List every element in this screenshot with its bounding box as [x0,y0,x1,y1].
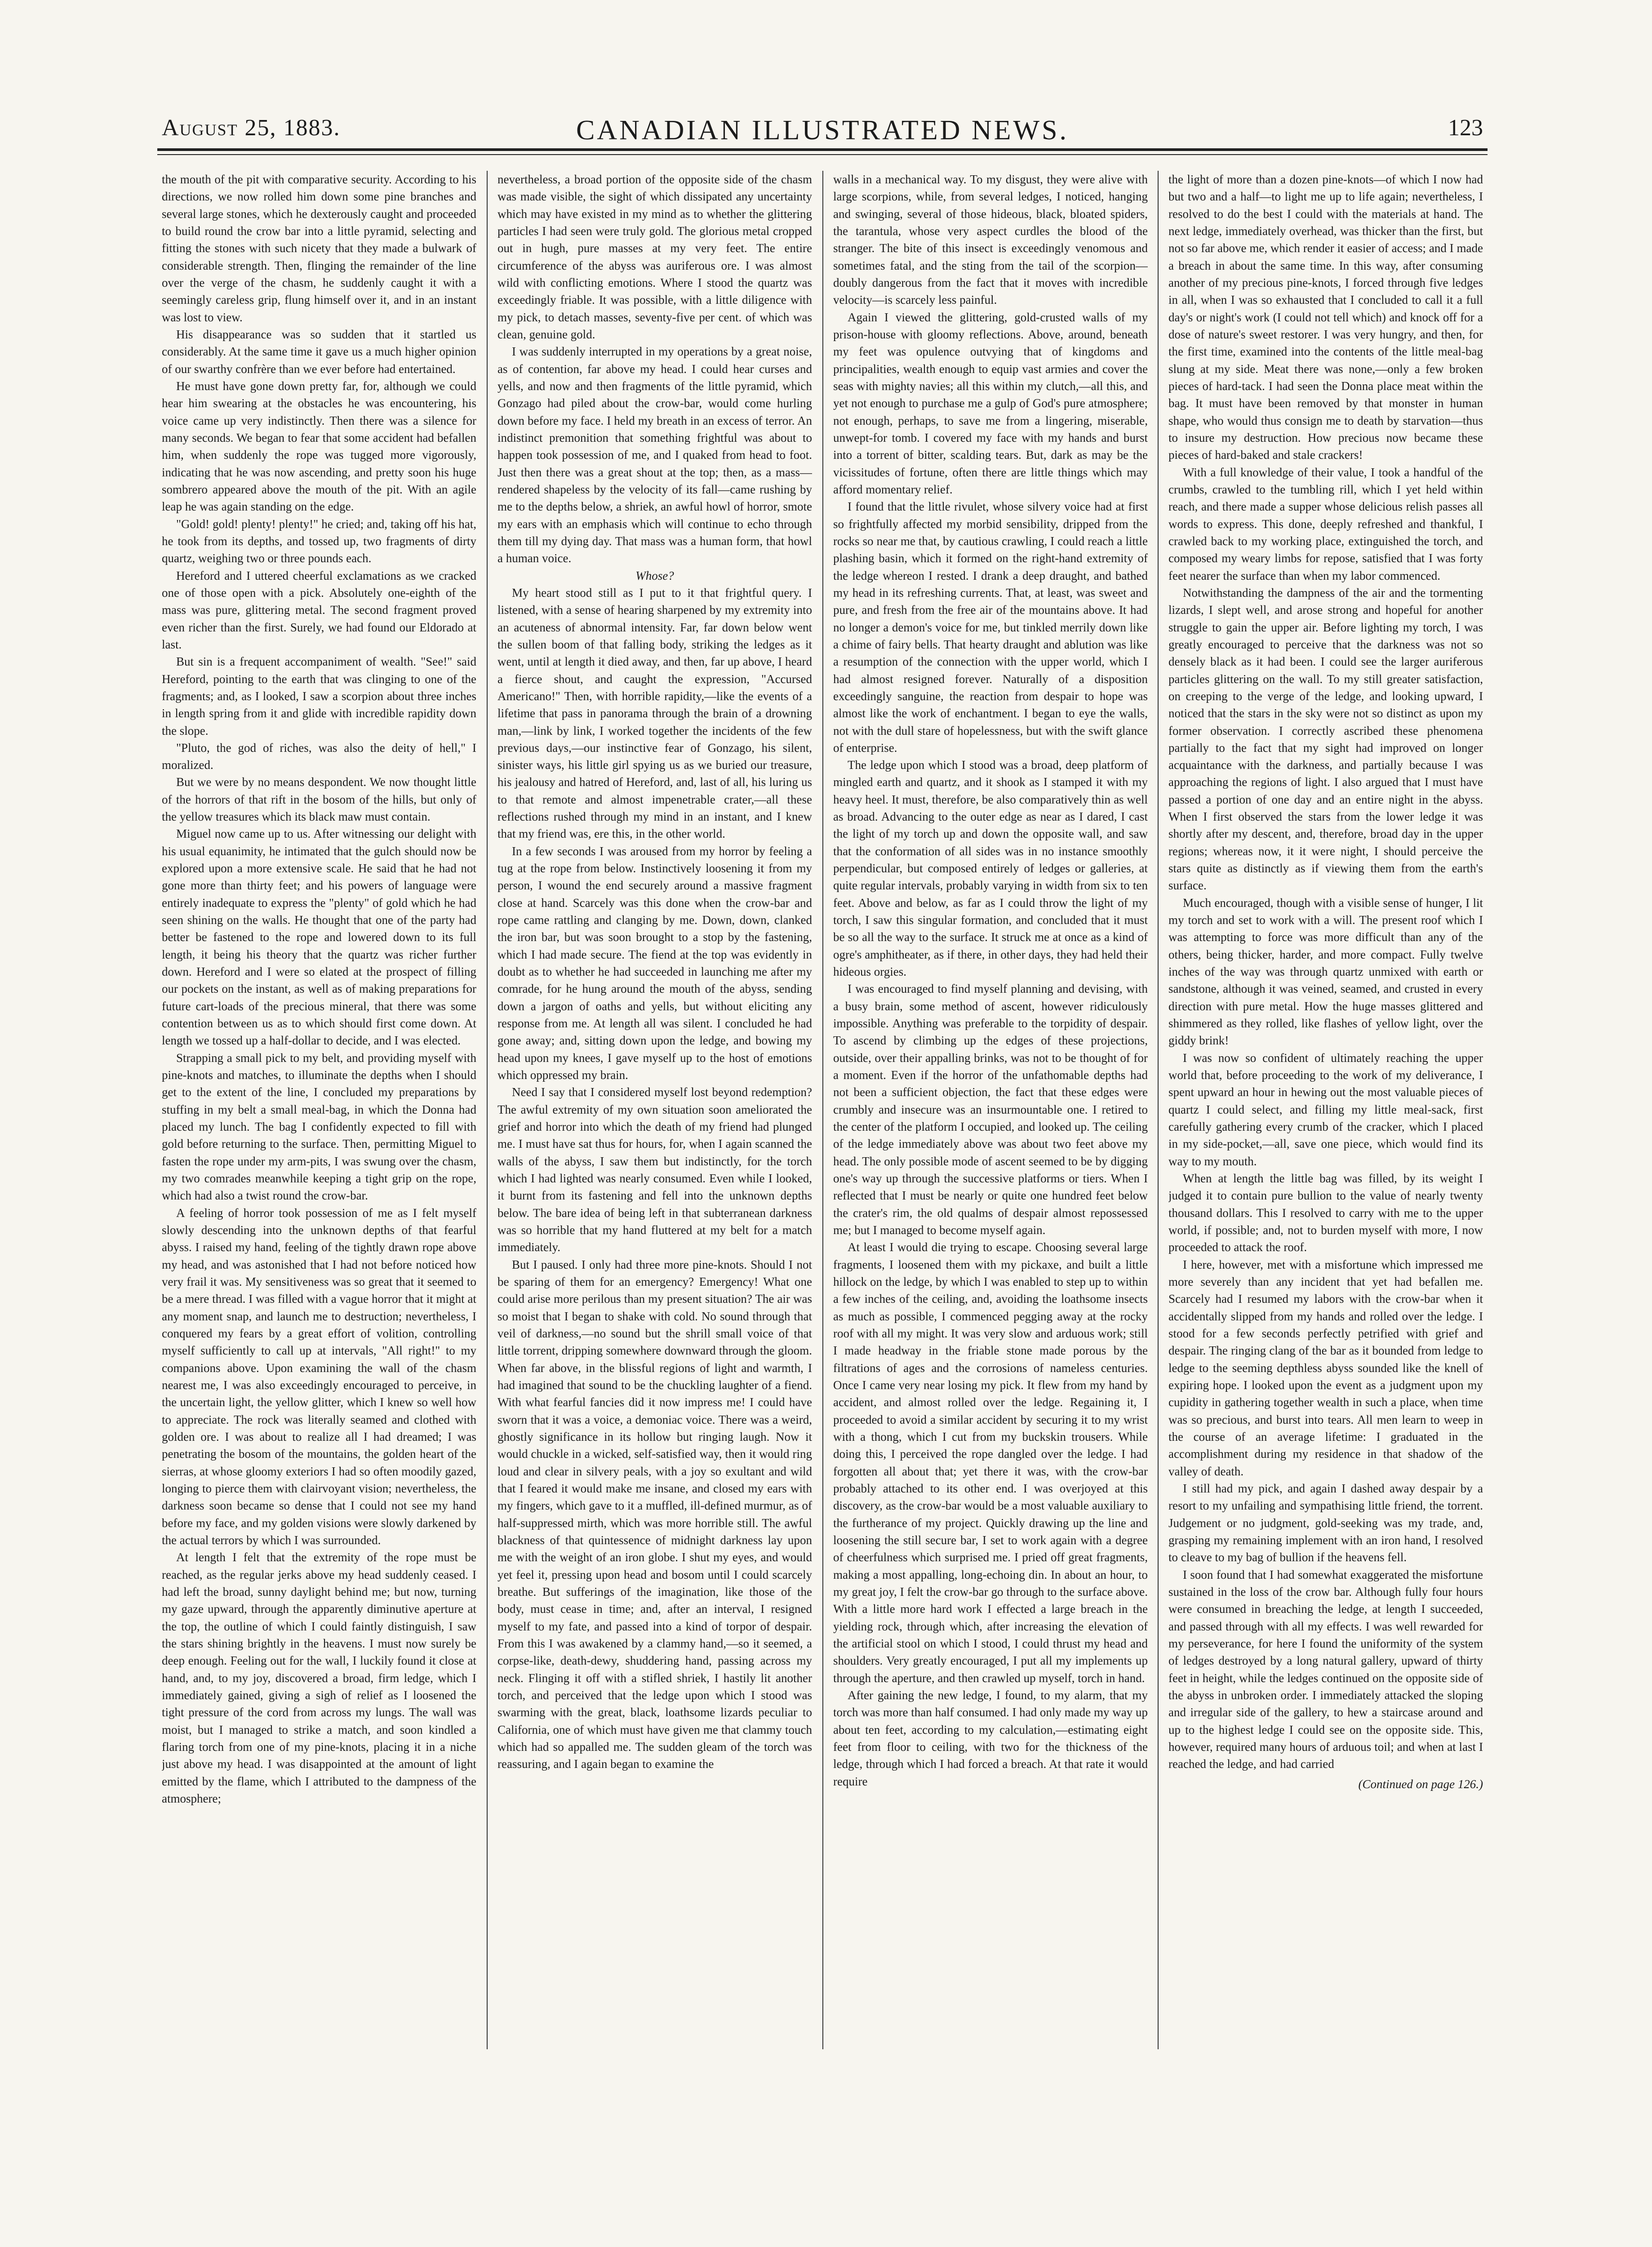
article-paragraph: His disappearance was so sudden that it startled us considerably. At the same time it gave us a much higher opinion of our swarthy confrère than we ever before had entertained. [162,327,476,376]
article-paragraph: In a few seconds I was aroused from my horror by feeling a tug at the rope from below. Instinctively loosening it from my person, I wound the end securely around a massive fragment close at hand. Scarcely was this done when the crow-bar and rope came rattling and clanging by me. Down, down, clanked the iron bar, but was soon brought to a stop by the fastening, which I had made secure. The fiend at the top was evidently in doubt as to whether he had succeeded in launching me after my comrade, for he hung around the mouth of the abyss, sending down a jargon of oaths and yells, but without eliciting any response from me. At length all was silent. I concluded he had gone away; and, sitting down upon the ledge, and bowing my head upon my knees, I gave myself up to the host of emotions which oppressed my brain. [497,844,812,1082]
article-paragraph: The ledge upon which I stood was a broad, deep platform of mingled earth and quartz, and it shook as I stamped it with my heavy heel. It must, therefore, be also comparatively thin as well as broad. Advancing to the outer edge as near as I dared, I cast the light of my torch up and down the opposite wall, and saw that the conformation of all sides was in no instance smoothly perpendicular, but composed entirely of ledges or galleries, at quite regular intervals, probably varying in width from six to ten feet. Above and below, as far as I could throw the light of my torch, I saw this singular formation, and concluded that it must be so all the way to the surface. It struck me at once as a kind of ogre's amphitheater, as if there, in other days, they had held their hideous orgies. [833,758,1148,979]
header-rule-thin [157,154,1488,155]
header-rule-thick [157,148,1488,151]
column-4 [1168,171,1483,2049]
article-paragraph: the mouth of the pit with comparative security. According to his directions, we now rolled him down some pine branches and several large stones, which he dexterously caught and proceeded to build round the crow bar into a little pyramid, selecting and fitting the stones with such nicety that they made a bulwark of considerable strength. Then, flinging the remainder of the line over the verge of the chasm, he suddenly caught it with a seemingly careless grip, flung himself over it, and in an instant was lost to view. [162,173,476,324]
article-paragraph: But we were by no means despondent. We now thought little of the horrors of that rift in the bosom of the hills, but only of the yellow treasures which its black maw must contain. [162,775,476,824]
article-paragraph: At least I would die trying to escape. Choosing several large fragments, I loosened them with my pickaxe, and built a little hillock on the ledge, by which I was enabled to step up to within a few inches of the ceiling, and, avoiding the loathsome insects as much as possible, I commenced pegging away at the rocky roof with all my might. It was very slow and arduous work; still I made headway in the friable stone made porous by the filtrations of ages and the corrosions of nameless centuries. Once I came very near losing my pick. It flew from my hand by accident, and almost rolled over the ledge. Regaining it, I proceeded to avoid a similar accident by securing it to my wrist with a thong, which I cut from my buckskin trousers. While doing this, I perceived the rope dangled over the ledge. I had forgotten all about that; yet there it was, with the crow-bar probably attached to its other end. I was overjoyed at this discovery, as the crow-bar would be a most valuable auxiliary to the furtherance of my project. Quickly drawing up the line and loosening the still secure bar, I set to work again with a degree of cheerfulness which surprised me. I pried off great fragments, making a most appalling, long-echoing din. In about an hour, to my great joy, I felt the crow-bar go through to the surface above. With a little more hard work I effected a large breach in the yielding rock, through which, after increasing the elevation of the artificial stool on which I stood, I could thrust my head and shoulders. Very greatly encouraged, I put all my implements up through the aperture, and then crawled up myself, torch in hand. [833,1240,1148,1685]
article-paragraph: Again I viewed the glittering, gold-crusted walls of my prison-house with gloomy reflections. Above, around, beneath my feet was opulence outvying that of kingdoms and principalities, wealth enough to equip vast armies and cover the seas with mighty navies; all this within my clutch,—all this, and yet not enough to purchase me a gulp of God's pure atmosphere; not enough, perhaps, to save me from a lingering, miserable, unwept-for tomb. I covered my face with my hands and burst into a torrent of bitter, scalding tears. But, dark as may be the vicissitudes of fortune, often there are little things which may afford momentary relief. [833,310,1148,496]
article-paragraph: A feeling of horror took possession of me as I felt myself slowly descending into the unknown depths of that fearful abyss. I raised my hand, feeling of the tightly drawn rope above my head, and was astonished that I had not before noticed how very frail it was. My sensitiveness was so great that it seemed to be a mere thread. I was filled with a vague horror that it might at any moment snap, and launch me to destruction; nevertheless, I conquered my fears by a great effort of volition, controlling myself sufficiently to call up at intervals, "All right!" to my companions above. Upon examining the wall of the chasm nearest me, I was also exceedingly encouraged to perceive, in the uncertain light, the yellow glitter, which I knew so well how to appreciate. The rock was literally seamed and clothed with golden ore. I was about to realize all I had dreamed; I was penetrating the bosom of the mountains, the golden heart of the sierras, at whose gloomy exteriors I had so often moodily gazed, longing to pierce them with clairvoyant vision; nevertheless, the darkness soon became so dense that I could not see my hand before my face, and my golden visions were slowly darkened by the actual terrors by which I was surrounded. [162,1206,476,1547]
column-divider [1158,171,1159,2049]
column-2 [497,171,812,2049]
article-paragraph: My heart stood still as I put to it that frightful query. I listened, with a sense of hearing sharpened by my extremity into an acuteness of abnormal intensity. Far, far down below went the sullen boom of that falling body, striking the ledges as it went, until at length it died away, and then, far up above, I heard a fierce shout, and caught the expression, "Accursed Americano!" Then, with horrible rapidity,—like the events of a lifetime that pass in panorama through the brain of a drowning man,—link by link, I worked together the incidents of the few previous days,—our instinctive fear of Gonzago, his silent, sinister ways, his little girl spying us as we buried our treasure, his jealousy and hatred of Hereford, and, last of all, his luring us to that remote and almost impenetrable crater,—all these reflections rushed through my mind in an instant, and I knew that my friend was, ere this, in the other world. [497,586,812,841]
article-paragraph: He must have gone down pretty far, for, although we could hear him swearing at the obstacles he was encountering, his voice came up very indistinctly. Then there was a silence for many seconds. We began to fear that some accident had befallen him, when suddenly the rope was tugged more vigorously, indicating that he was now ascending, and pretty soon his huge sombrero appeared above the mouth of the pit. With an agile leap he was again standing on the edge. [162,379,476,514]
page-header [162,115,1483,146]
article-paragraph: Strapping a small pick to my belt, and providing myself with pine-knots and matches, to illuminate the depths when I should get to the extent of the line, I concluded my preparations by stuffing in my belt a small meal-bag, in which the Donna had placed my lunch. The bag I confidently expected to fill with gold before returning to the surface. Then, permitting Miguel to fasten the rope under my arm-pits, I was swung over the chasm, my two comrades meanwhile keeping a tight grip on the rope, which had also a twist round the crow-bar. [162,1051,476,1203]
column-divider [822,171,823,2049]
article-paragraph: But I paused. I only had three more pine-knots. Should I not be sparing of them for an emergency? Emergency! What one could arise more perilous than my present situation? The air was so moist that I began to shake with cold. No sound through that veil of darkness,—no sound but the shrill small voice of that little torrent, dripping somewhere downward through the gloom. When far above, in the blissful regions of light and warmth, I had imagined that sound to be the chuckling laughter of a fiend. With what fearful fancies did it now impress me! I could have sworn that it was a voice, a demoniac voice. There was a weird, ghostly significance in its hollow but ringing laugh. Now it would chuckle in a wicked, self-satisfied way, then it would ring loud and clear in silvery peals, with a joy so exultant and wild that I feared it would make me insane, and closed my ears with my fingers, which gave to it a muffled, ill-defined murmur, as of half-suppressed mirth, which was more horrible still. The awful blackness of that quintessence of midnight darkness lay upon me with the weight of an iron globe. I shut my eyes, and would yet feel it, pressing upon head and bosom until I could scarcely breathe. But sufferings of the imagination, like those of the body, must cease in time; and, after an interval, I resigned myself to my fate, and passed into a kind of torpor of despair. From this I was awakened by a clammy hand,—so it seemed, a corpse-like, death-dewy, shuddering hand, passing across my neck. Flinging it off with a stifled shriek, I hastily lit another torch, and perceived that the ledge upon which I stood was swarming with the great, black, loathsome lizards peculiar to California, one of which must have given me that clammy touch which had so appalled me. The sudden gleam of the torch was reassuring, and I again began to examine the [497,1257,812,1771]
article-paragraph: Much encouraged, though with a visible sense of hunger, I lit my torch and set to work with a will. The present roof which I was attempting to force was more difficult than any of the others, being thicker, harder, and more compact. Fully twelve inches of the way was through quartz unmixed with earth or sandstone, although it was veined, seamed, and crusted in every direction with pure metal. How the huge masses glittered and shimmered as they rolled, like flashes of yellow light, over the giddy brink! [1168,896,1483,1048]
article-paragraph: I here, however, met with a misfortune which impressed me more severely than any incident that yet had befallen me. Scarcely had I resumed my labors with the crow-bar when it accidentally slipped from my hands and rolled over the ledge. I stood for a few seconds perfectly petrified with grief and despair. The ringing clang of the bar as it bounded from ledge to ledge to the seeming depthless abyss sounded like the knell of expiring hope. I looked upon the event as a judgment upon my cupidity in gathering together wealth in such a place, when time was so precious, and burst into tears. All men learn to weep in the course of an average lifetime: I graduated in the accomplishment during my residence in that shadow of the valley of death. [1168,1257,1483,1478]
article-paragraph: "Pluto, the god of riches, was also the deity of hell," I moralized. [162,741,476,772]
article-paragraph: walls in a mechanical way. To my disgust, they were alive with large scorpions, while, from several ledges, I noticed, hanging and swinging, several of those hideous, black, bloated spiders, the tarantula, whose very aspect curdles the blood of the stranger. The bite of this insect is exceedingly venomous and sometimes fatal, and the sting from the tail of the scorpion—doubly dangerous from the fact that it moves with incredible velocity—is scarcely less painful. [833,173,1148,307]
continued-note: (Continued on page 126.) [1358,1777,1483,1791]
article-paragraph: But sin is a frequent accompaniment of wealth. "See!" said Hereford, pointing to the earth that was clinging to one of the fragments; and, as I looked, I saw a scorpion about three inches in length spring from it and glide with incredible rapidity down the slope. [162,655,476,737]
column-1 [162,171,476,2049]
article-paragraph: After gaining the new ledge, I found, to my alarm, that my torch was more than half consumed. I had only made my way up about ten feet, according to my calculation,—estimating eight feet from floor to ceiling, with two for the thickness of the ledge, through which I had forced a breach. At that rate it would require [833,1688,1148,1788]
article-paragraph: I was now so confident of ultimately reaching the upper world that, before proceeding to the work of my deliverance, I spent upward an hour in hewing out the most valuable pieces of quartz I could select, and filling my little meal-sack, first carefully gathering every crumb of the cracker, which I placed in my side-pocket,—all, save one piece, which would find its way to my mouth. [1168,1051,1483,1168]
column-divider [487,171,488,2049]
article-paragraph: "Gold! gold! plenty! plenty!" he cried; and, taking off his hat, he took from its depths, and tossed up, two fragments of dirty quartz, weighing two or three pounds each. [162,517,476,565]
article-paragraph: Miguel now came up to us. After witnessing our delight with his usual equanimity, he intimated that the gulch should now be explored upon a more extensive scale. He said that he had not gone more than thirty feet; and his powers of language were entirely inadequate to express the "plenty" of gold which he had seen shining on the walls. He thought that one of the party had better be fastened to the rope and lowered down to its full length, it being his theory that the quartz was richer further down. Hereford and I were so elated at the prospect of filling our pockets on the instant, as well as of making preparations for future cart-loads of the precious mineral, that there was some contention between us as to which should first come down. At length we tossed up a half-dollar to decide, and I was elected. [162,827,476,1048]
masthead-title: CANADIAN ILLUSTRATED NEWS. [576,115,1069,146]
article-columns [162,171,1483,2049]
issue-date: August 25, 1883. [162,115,341,141]
article-paragraph: Whose? [635,568,674,582]
article-paragraph: the light of more than a dozen pine-knots—of which I now had but two and a half—to light me up to life again; nevertheless, I resolved to do the best I could with the materials at hand. The next ledge, immediately overhead, was thicker than the first, but not so far above me, which render it easier of access; and I made a breach in about the same time. In this way, after consuming another of my precious pine-knots, I forced through five ledges in all, when I was so exhausted that I concluded to call it a full day's or night's work (I could not tell which) and knock off for a dose of nature's sweet restorer. I was very hungry, and then, for the first time, examined into the contents of the little meal-bag slung at my side. Meat there was none,—only a few broken pieces of hard-tack. I had seen the Donna place meat within the bag. It must have been removed by that monster in human shape, who would thus consign me to death by starvation—thus to insure my destruction. How precious now became these pieces of hard-baked and stale crackers! [1168,173,1483,462]
page-number: 123 [1448,115,1483,141]
column-3 [833,171,1148,2049]
article-paragraph: With a full knowledge of their value, I took a handful of the crumbs, crawled to the tumbling rill, which I yet held within reach, and there made a supper whose delicious relish passes all words to express. This done, deeply refreshed and thankful, I crawled back to my working place, extinguished the torch, and composed my weary limbs for repose, satisfied that I was forty feet nearer the surface than when my labor commenced. [1168,465,1483,582]
article-paragraph: Need I say that I considered myself lost beyond redemption? The awful extremity of my own situation soon ameliorated the grief and horror into which the death of my friend had plunged me. I must have sat thus for hours, for, when I again scanned the walls of the abyss, I saw them but indistinctly, for the torch which I had lighted was nearly consumed. Even while I looked, it burnt from its fastening and fell into the unknown depths below. The bare idea of being left in that subterranean darkness was so horrible that my hand fluttered at my belt for a match immediately. [497,1085,812,1254]
article-paragraph: nevertheless, a broad portion of the opposite side of the chasm was made visible, the sight of which dissipated any uncertainty which may have existed in my mind as to whether the glittering particles I had seen were truly gold. The glorious metal cropped out in hugh, pure masses at my very feet. The entire circumference of the abyss was auriferous ore. I was almost wild with conflicting emotions. Where I stood the quartz was exceedingly friable. It was possible, with a little diligence with my pick, to detach masses, seventy-five per cent. of which was clean, genuine gold. [497,173,812,341]
article-paragraph: I was suddenly interrupted in my operations by a great noise, as of contention, far above my head. I could hear curses and yells, and now and then fragments of the little pyramid, which Gonzago had piled about the crow-bar, would come hurling down before my face. I held my breath in an excess of terror. An indistinct premonition that something frightful was about to happen took possession of me, and I quaked from head to foot. Just then there was a great shout at the top; then, as a mass—rendered shapeless by the velocity of its fall—came rushing by me to the depths below, a shriek, an awful howl of horror, smote my ears with an emphasis which will continue to echo through them till my dying day. That mass was a human form, that howl a human voice. [497,345,812,565]
article-paragraph: I found that the little rivulet, whose silvery voice had at first so frightfully affected my morbid sensibility, dripped from the rocks so near me that, by cautious crawling, I could reach a little plashing basin, which it formed on the right-hand extremity of the ledge whereon I rested. I drank a deep draught, and bathed my head in its refreshing currents. That, at least, was sweet and pure, and fresh from the free air of the mountains above. It had no longer a demon's voice for me, but tinkled merrily down like a chime of fairy bells. That hearty draught and ablution was like a resumption of the connection with the upper world, which I had almost resigned forever. Naturally of a disposition exceedingly sanguine, the reaction from despair to hope was almost like the work of enchantment. I began to eye the walls, not with the dull stare of hopelessness, but with the swift glance of enterprise. [833,500,1148,755]
article-paragraph: I was encouraged to find myself planning and devising, with a busy brain, some method of ascent, however ridiculously impossible. Anything was preferable to the torpidity of despair. To ascend by climbing up the edges of these projections, outside, over their appalling brinks, was not to be thought of for a moment. Even if the horror of the unfathomable depths had not been a sufficient objection, the fact that these edges were crumbly and insecure was an insurmountable one. I retired to the center of the platform I occupied, and looked up. The ceiling of the ledge immediately above was about two feet above my head. The only possible mode of ascent seemed to be by digging one's way up through the successive platforms or tiers. When I reflected that I must be nearly or quite one hundred feet below the crater's rim, the old qualms of despair almost repossessed me; but I managed to become myself again. [833,982,1148,1237]
article-paragraph: I still had my pick, and again I dashed away despair by a resort to my unfailing and sympathising little friend, the torrent. Judgement or no judgment, gold-seeking was my trade, and, grasping my remaining implement with an iron hand, I resolved to cleave to my bag of bullion if the heavens fell. [1168,1481,1483,1564]
article-paragraph: At length I felt that the extremity of the rope must be reached, as the regular jerks above my head suddenly ceased. I had left the broad, sunny daylight behind me; but now, turning my gaze upward, through the apparently diminutive aperture at the top, the outline of which I could faintly distinguish, I saw the stars shining brightly in the heavens. I must now surely be deep enough. Feeling out for the wall, I luckily found it close at hand, and, to my joy, discovered a broad, firm ledge, which I immediately gained, giving a sigh of relief as I loosened the tight pressure of the cord from across my lungs. The wall was moist, but I managed to strike a match, and soon kindled a flaring torch from one of my pine-knots, placing it in a niche just above my head. I was disappointed at the amount of light emitted by the flame, which I attributed to the dampness of the atmosphere; [162,1550,476,1805]
article-paragraph: When at length the little bag was filled, by its weight I judged it to contain pure bullion to the value of nearly twenty thousand dollars. This I resolved to carry with me to the upper world, if possible; and, not to burden myself with more, I now proceeded to attack the roof. [1168,1172,1483,1254]
article-paragraph: Hereford and I uttered cheerful exclamations as we cracked one of those open with a pick. Absolutely one-eighth of the mass was pure, glittering metal. The second fragment proved even richer than the first. Surely, we had found our Eldorado at last. [162,568,476,651]
article-paragraph: Notwithstanding the dampness of the air and the tormenting lizards, I slept well, and arose strong and hopeful for another struggle to gain the upper air. Before lighting my torch, I was greatly encouraged to perceive that the darkness was not so densely black as it had been. I could see the larger auriferous particles glittering on the wall. To my still greater satisfaction, on creeping to the verge of the ledge, and looking upward, I noticed that the stars in the sky were not so distinct as upon my former observation. I correctly ascribed these phenomena partially to the fact that my sight had improved on longer acquaintance with the darkness, and partially because I was approaching the regions of light. I also argued that I must have passed a portion of one day and an entire night in the abyss. When I first observed the stars from the lower ledge it was shortly after my descent, and, therefore, broad day in the upper regions; whereas now, it it were night, I should perceive the stars quite as distinctly as if viewing them from the earth's surface. [1168,586,1483,893]
article-paragraph: I soon found that I had somewhat exaggerated the misfortune sustained in the loss of the crow bar. Although fully four hours were consumed in breaching the ledge, at length I succeeded, and passed through with all my effects. I was well rewarded for my perseverance, for here I found the uniformity of the system of ledges destroyed by a long natural gallery, upward of thirty feet in height, while the ledges continued on the opposite side of the abyss in unbroken order. I immediately attacked the sloping and irregular side of the gallery, to hew a staircase around and up to the highest ledge I could see on the opposite side. This, however, required many hours of arduous toil; and when at last I reached the ledge, and had carried [1168,1568,1483,1771]
